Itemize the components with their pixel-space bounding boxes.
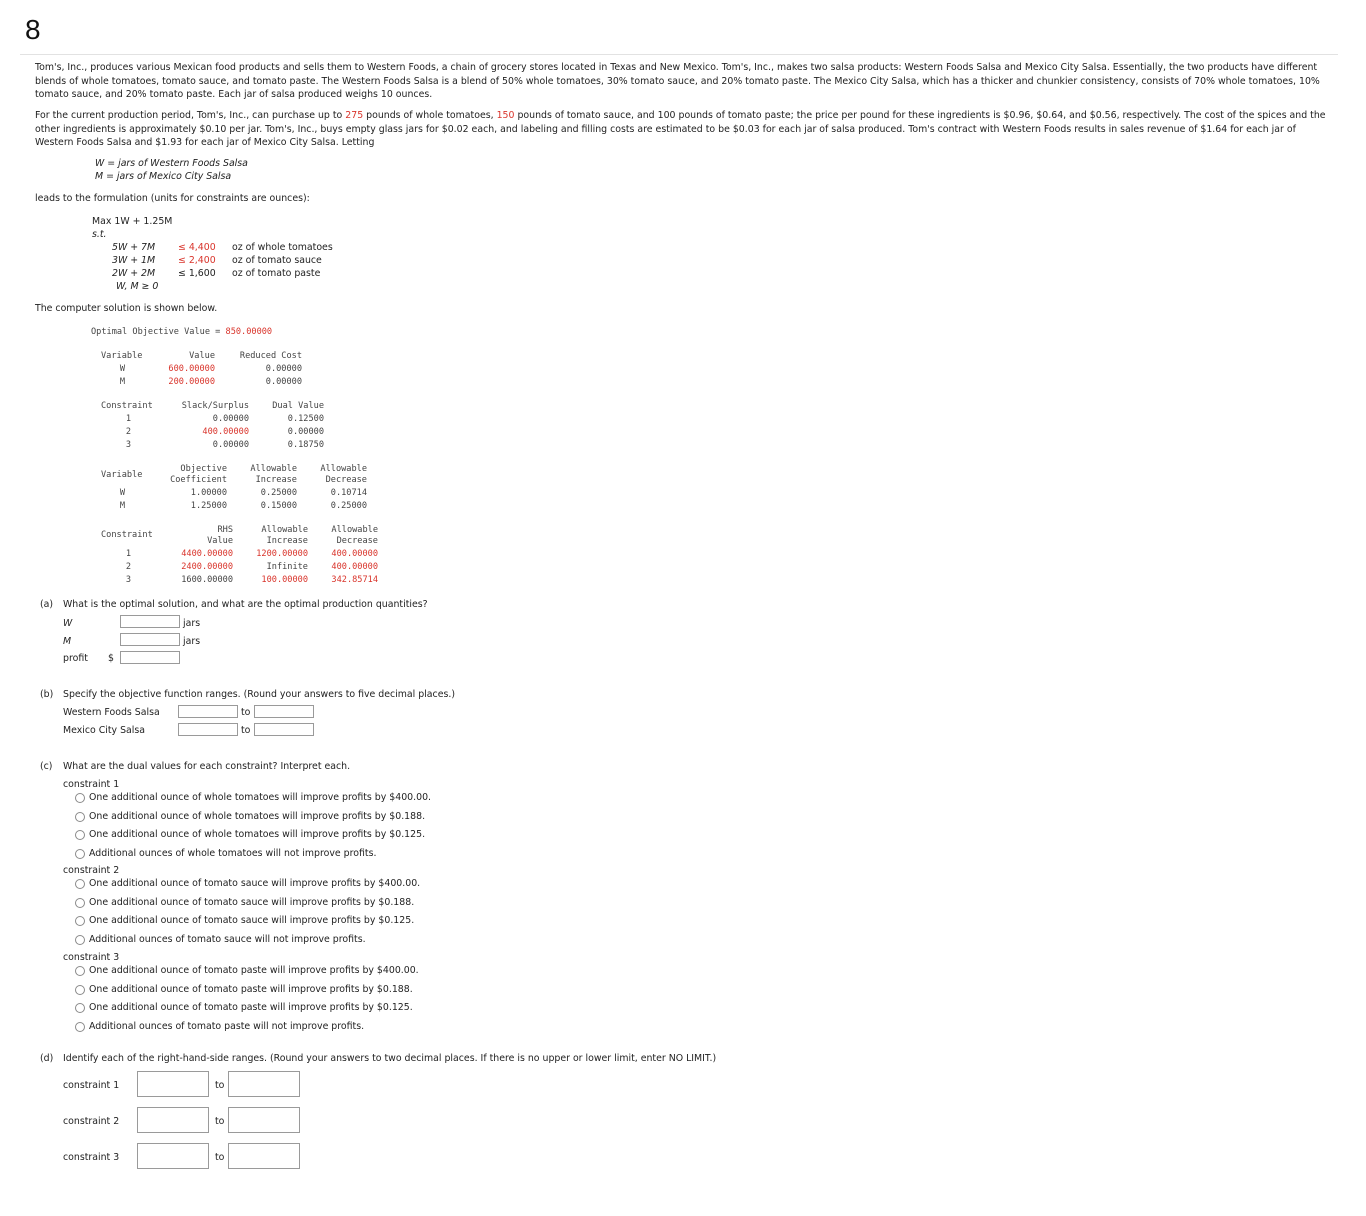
- constraint-rhs: ≤ 2,400: [178, 255, 216, 266]
- rhs-range-decrease: 342.85714: [331, 575, 378, 585]
- w-jars-unit: jars: [183, 618, 201, 629]
- cons-slack: 0.00000: [212, 440, 249, 450]
- obj-range-var: M: [119, 501, 126, 511]
- radio-button[interactable]: [75, 985, 85, 995]
- optimal-objective: [91, 327, 272, 337]
- rhs-range-lower-input[interactable]: [137, 1071, 209, 1097]
- radio-button[interactable]: [75, 898, 85, 908]
- rhs-header-rhs-1: RHS: [217, 525, 233, 535]
- rhs-range-upper-input[interactable]: [228, 1071, 300, 1097]
- objective-range-lower-input[interactable]: [178, 705, 238, 718]
- cons-name: 2: [125, 427, 132, 437]
- obj-header-inc-1: Allowable: [250, 464, 297, 474]
- constraint-group-title: constraint 3: [63, 952, 120, 963]
- var-value: 200.00000: [168, 377, 215, 387]
- obj-header-variable: Variable: [101, 470, 143, 480]
- var-name: W: [119, 364, 126, 374]
- constraint-lhs: 2W + 2M: [112, 268, 156, 279]
- radio-option-label[interactable]: One additional ounce of whole tomatoes will improve profits by $0.188.: [89, 810, 426, 822]
- profit-dollar-sign: $: [108, 653, 114, 664]
- radio-option-label[interactable]: One additional ounce of tomato sauce will improve profits by $0.188.: [89, 896, 415, 908]
- rhs-range-decrease: 400.00000: [331, 562, 378, 572]
- question-number: 8: [25, 14, 41, 45]
- cons-header-dual: Dual Value: [272, 401, 324, 411]
- vars-header-variable: Variable: [101, 351, 143, 361]
- rhs-range-value: 2400.00000: [181, 562, 233, 572]
- constraint-unit: oz of tomato paste: [232, 268, 321, 279]
- rhs-header-inc-1: Allowable: [261, 525, 308, 535]
- radio-button[interactable]: [75, 935, 85, 945]
- divider: [20, 54, 1338, 55]
- part-a-w-label: W: [63, 618, 73, 629]
- definition-m: M = jars of Mexico City Salsa: [95, 171, 232, 182]
- vars-header-value: Value: [189, 351, 215, 361]
- profit-label: profit: [63, 653, 88, 664]
- objective-range-upper-input[interactable]: [254, 723, 314, 736]
- radio-button[interactable]: [75, 916, 85, 926]
- m-jars-input[interactable]: [120, 633, 180, 646]
- intro-paragraph-2: [35, 109, 1335, 150]
- part-d-question: Identify each of the right-hand-side ranges. (Round your answers to two decimal places. If there is no upper or lower limit, enter NO LIMIT.): [63, 1053, 717, 1064]
- obj-range-var: W: [119, 488, 126, 498]
- m-jars-unit: jars: [183, 636, 201, 647]
- cons-header-slack: Slack/Surplus: [181, 401, 249, 411]
- part-a-label: (a): [40, 599, 54, 610]
- range-to-label: to: [241, 725, 251, 736]
- rhs-range-upper-input[interactable]: [228, 1143, 300, 1169]
- radio-option-label[interactable]: One additional ounce of tomato paste will improve profits by $0.188.: [89, 983, 413, 995]
- radio-option-label[interactable]: One additional ounce of whole tomatoes will improve profits by $400.00.: [89, 792, 432, 803]
- radio-button[interactable]: [75, 1003, 85, 1013]
- vars-header-reduced-cost: Reduced Cost: [239, 351, 302, 361]
- p2-text-c: pounds of tomato sauce, and 100 pounds of tomato paste; the price per pound for these ingredients is $0.96, $0.64, and $0.56, respectively. The cost of the spices and the other ingredients is approximately $0.10 per jar. Tom's, Inc., buys empty glass jars for $0.02 each, and labeling and filling costs are estimated to be $0.03 for each jar of salsa produced. Tom's contract with Western Foods results in sales revenue of $1.64 for each jar of Western Foods Salsa and $1.93 for each jar of Mexico City Salsa. Letting: [35, 110, 1326, 148]
- radio-button[interactable]: [75, 812, 85, 822]
- part-b-label: (b): [40, 689, 54, 700]
- rhs-range-value: 1600.00000: [181, 575, 233, 585]
- formulation-intro: leads to the formulation (units for constraints are ounces):: [35, 193, 310, 204]
- obj-header-inc-2: Increase: [255, 475, 297, 485]
- rhs-range-value: 4400.00000: [181, 549, 233, 559]
- radio-option-label[interactable]: One additional ounce of tomato sauce will improve profits by $0.125.: [89, 915, 415, 926]
- radio-option-label[interactable]: One additional ounce of tomato paste will improve profits by $0.125.: [89, 1002, 413, 1013]
- constraint-group-title: constraint 1: [63, 779, 120, 790]
- rhs-range-constraint: 1: [125, 549, 132, 559]
- radio-button[interactable]: [75, 1022, 85, 1032]
- rhs-range-label: constraint 3: [63, 1152, 120, 1163]
- radio-option-label[interactable]: One additional ounce of whole tomatoes will improve profits by $0.125.: [89, 829, 426, 840]
- obj-header-dec-2: Decrease: [325, 475, 367, 485]
- part-d-label: (d): [40, 1053, 54, 1064]
- solution-intro: The computer solution is shown below.: [35, 303, 218, 314]
- radio-option-label[interactable]: Additional ounces of tomato sauce will not improve profits.: [89, 933, 366, 945]
- radio-option-label[interactable]: Additional ounces of whole tomatoes will not improve profits.: [89, 847, 377, 859]
- radio-button[interactable]: [75, 879, 85, 889]
- part-c-question: What are the dual values for each constraint? Interpret each.: [63, 761, 351, 772]
- obj-range-increase: 0.15000: [260, 501, 297, 511]
- range-to-label: to: [215, 1152, 225, 1163]
- constraint-rhs: ≤ 4,400: [178, 242, 216, 253]
- rhs-range-upper-input[interactable]: [228, 1107, 300, 1133]
- constraint-group-title: constraint 2: [63, 865, 120, 876]
- subject-to: s.t.: [92, 229, 107, 240]
- obj-range-coef: 1.25000: [190, 501, 227, 511]
- rhs-range-constraint: 3: [125, 575, 132, 585]
- var-name: M: [119, 377, 126, 387]
- var-reduced-cost: 0.00000: [265, 377, 302, 387]
- radio-option-label[interactable]: One additional ounce of tomato sauce will improve profits by $400.00.: [89, 878, 421, 889]
- rhs-range-lower-input[interactable]: [137, 1143, 209, 1169]
- cons-name: 1: [125, 414, 132, 424]
- objective-range-label: Western Foods Salsa: [63, 707, 160, 718]
- range-to-label: to: [241, 707, 251, 718]
- obj-range-decrease: 0.10714: [330, 488, 367, 498]
- part-c-label: (c): [40, 761, 53, 772]
- obj-range-decrease: 0.25000: [330, 501, 367, 511]
- cons-dual-value: 0.00000: [287, 427, 324, 437]
- whole-tomato-pounds: 275: [345, 110, 364, 121]
- part-a-question: What is the optimal solution, and what are the optimal production quantities?: [63, 599, 428, 610]
- obj-header-dec-1: Allowable: [320, 464, 367, 474]
- rhs-range-increase: 100.00000: [261, 575, 308, 585]
- nonnegativity: W, M ≥ 0: [116, 281, 159, 292]
- constraint-lhs: 5W + 7M: [112, 242, 156, 253]
- p2-text-b: pounds of whole tomatoes,: [363, 110, 497, 121]
- profit-input[interactable]: [120, 651, 180, 664]
- range-to-label: to: [215, 1080, 225, 1091]
- cons-slack: 400.00000: [202, 427, 249, 437]
- objective-function: Max 1W + 1.25M: [92, 216, 173, 227]
- objective-value: 850.00000: [225, 327, 273, 337]
- radio-button[interactable]: [75, 966, 85, 976]
- definition-w: W = jars of Western Foods Salsa: [95, 158, 248, 169]
- p2-text-a: For the current production period, Tom's, Inc., can purchase up to: [35, 110, 346, 121]
- cons-dual-value: 0.12500: [287, 414, 324, 424]
- radio-button[interactable]: [75, 849, 85, 859]
- rhs-header-dec-1: Allowable: [331, 525, 378, 535]
- var-value: 600.00000: [168, 364, 215, 374]
- rhs-header-rhs-2: Value: [207, 536, 233, 546]
- radio-option-label[interactable]: Additional ounces of tomato paste will not improve profits.: [89, 1020, 365, 1032]
- obj-header-coef-2: Coefficient: [170, 475, 227, 485]
- rhs-range-increase: 1200.00000: [256, 549, 308, 559]
- radio-button[interactable]: [75, 793, 85, 803]
- objective-range-label: Mexico City Salsa: [63, 725, 145, 736]
- rhs-range-lower-input[interactable]: [137, 1107, 209, 1133]
- obj-range-coef: 1.00000: [190, 488, 227, 498]
- part-b-question: Specify the objective function ranges. (Round your answers to five decimal places.): [63, 689, 455, 700]
- rhs-range-label: constraint 2: [63, 1116, 120, 1127]
- rhs-header-dec-2: Decrease: [336, 536, 378, 546]
- obj-range-increase: 0.25000: [260, 488, 297, 498]
- intro-paragraph-1: Tom's, Inc., produces various Mexican food products and sells them to Western Foods, a chain of grocery stores located in Texas and New Mexico. Tom's, Inc., makes two salsa products: Western Foods Salsa and Mexico City Salsa. Essentially, the two products have different blends of whole tomatoes, tomato sauce, and tomato paste. The Western Foods Salsa is a blend of 50% whole tomatoes, 30% tomato sauce, and 20% tomato paste. The Mexico City Salsa, which has a thicker and chunkier consistency, consists of 70% whole tomatoes, 10% tomato sauce, and 20% tomato paste. Each jar of salsa produced weighs 10 ounces.: [35, 62, 1320, 100]
- objective-label: Optimal Objective Value =: [91, 327, 226, 337]
- objective-range-lower-input[interactable]: [178, 723, 238, 736]
- range-to-label: to: [215, 1116, 225, 1127]
- rhs-range-constraint: 2: [125, 562, 132, 572]
- radio-button[interactable]: [75, 830, 85, 840]
- radio-option-label[interactable]: One additional ounce of tomato paste will improve profits by $400.00.: [89, 965, 419, 976]
- rhs-range-label: constraint 1: [63, 1080, 120, 1091]
- constraint-unit: oz of whole tomatoes: [232, 242, 333, 253]
- part-a-m-label: M: [63, 636, 72, 647]
- cons-header-constraint: Constraint: [101, 401, 153, 411]
- rhs-header-inc-2: Increase: [266, 536, 308, 546]
- rhs-range-increase: Infinite: [266, 562, 308, 572]
- cons-slack: 0.00000: [212, 414, 249, 424]
- cons-name: 3: [125, 440, 132, 450]
- rhs-range-decrease: 400.00000: [331, 549, 378, 559]
- constraint-lhs: 3W + 1M: [112, 255, 156, 266]
- obj-header-coef-1: Objective: [180, 464, 227, 474]
- cons-dual-value: 0.18750: [287, 440, 324, 450]
- constraint-rhs: ≤ 1,600: [178, 268, 216, 279]
- constraint-unit: oz of tomato sauce: [232, 255, 322, 266]
- objective-range-upper-input[interactable]: [254, 705, 314, 718]
- rhs-header-constraint: Constraint: [101, 530, 153, 540]
- var-reduced-cost: 0.00000: [265, 364, 302, 374]
- w-jars-input[interactable]: [120, 615, 180, 628]
- tomato-sauce-pounds: 150: [496, 110, 515, 121]
